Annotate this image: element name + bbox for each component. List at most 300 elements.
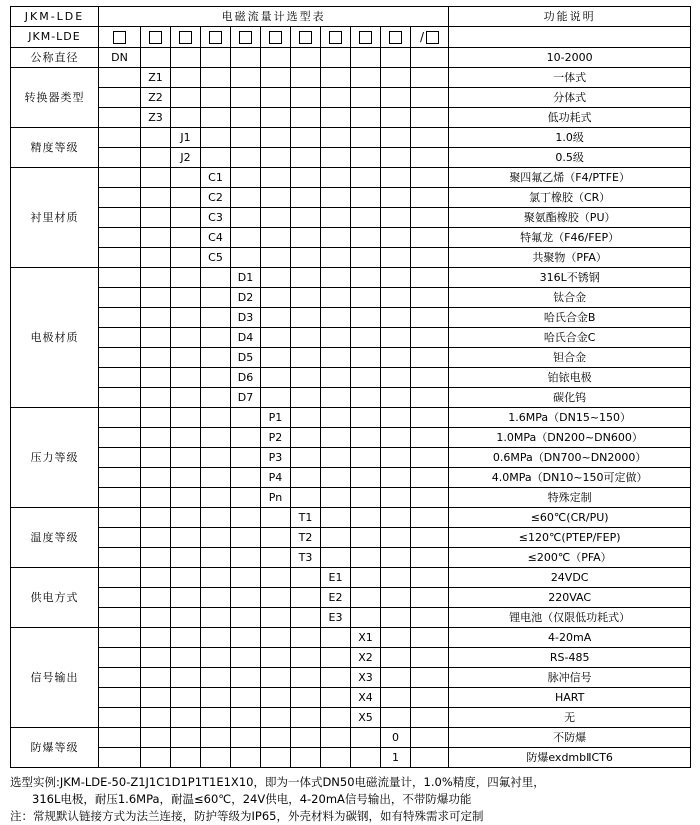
option-code[interactable]: C1 (201, 167, 231, 187)
option-code[interactable]: Pn (261, 487, 291, 507)
table-row (11, 467, 691, 487)
empty-cell (99, 547, 141, 567)
empty-cell (351, 527, 381, 547)
option-code[interactable]: E2 (321, 587, 351, 607)
model-code-label: JKM-LDE (11, 27, 99, 48)
option-code[interactable]: DN (99, 47, 141, 67)
option-code[interactable]: 0 (381, 727, 411, 747)
empty-cell (231, 607, 261, 627)
empty-cell (201, 627, 231, 647)
table-row (11, 407, 691, 427)
empty-cell (411, 147, 449, 167)
empty-cell (201, 47, 231, 67)
empty-cell (171, 707, 201, 727)
model-code-box-7[interactable] (291, 27, 321, 48)
option-code[interactable]: X1 (351, 627, 381, 647)
option-code[interactable]: D7 (231, 387, 261, 407)
table-row (11, 747, 691, 767)
checkbox-square[interactable] (113, 31, 126, 44)
table-row (11, 627, 691, 647)
empty-cell (231, 47, 261, 67)
empty-cell (171, 267, 201, 287)
model-code-box-10[interactable] (381, 27, 411, 48)
empty-cell (171, 667, 201, 687)
model-code-box-2[interactable] (141, 27, 171, 48)
option-description: 220VAC (449, 587, 691, 607)
empty-cell (351, 727, 381, 747)
checkbox-square[interactable] (239, 31, 252, 44)
option-code[interactable]: P2 (261, 427, 291, 447)
category-label: 防爆等级 (11, 727, 99, 767)
option-code[interactable]: X3 (351, 667, 381, 687)
empty-cell (261, 707, 291, 727)
empty-cell (291, 427, 321, 447)
option-description: 钽合金 (449, 347, 691, 367)
table-row (11, 307, 691, 327)
empty-cell (231, 487, 261, 507)
empty-cell (141, 407, 171, 427)
empty-cell (231, 247, 261, 267)
empty-cell (381, 547, 411, 567)
empty-cell (321, 527, 351, 547)
empty-cell (381, 87, 411, 107)
empty-cell (171, 367, 201, 387)
model-code-box-1[interactable] (99, 27, 141, 48)
option-code[interactable]: P1 (261, 407, 291, 427)
empty-cell (381, 127, 411, 147)
table-row (11, 327, 691, 347)
empty-cell (381, 167, 411, 187)
empty-cell (411, 167, 449, 187)
option-code[interactable]: P4 (261, 467, 291, 487)
empty-cell (381, 347, 411, 367)
empty-cell (261, 667, 291, 687)
empty-cell (321, 67, 351, 87)
empty-cell (411, 227, 449, 247)
option-code[interactable]: D6 (231, 367, 261, 387)
option-code[interactable]: D5 (231, 347, 261, 367)
empty-cell (231, 507, 261, 527)
empty-cell (411, 67, 449, 87)
empty-cell (231, 547, 261, 567)
empty-cell (201, 447, 231, 467)
option-code[interactable]: X2 (351, 647, 381, 667)
option-code[interactable]: E3 (321, 607, 351, 627)
model-code-box-6[interactable] (261, 27, 291, 48)
empty-cell (381, 207, 411, 227)
empty-cell (411, 687, 449, 707)
empty-cell (381, 187, 411, 207)
empty-cell (381, 567, 411, 587)
empty-cell (321, 667, 351, 687)
empty-cell (261, 347, 291, 367)
option-code[interactable]: C4 (201, 227, 231, 247)
empty-cell (171, 747, 201, 767)
empty-cell (411, 427, 449, 447)
empty-cell (411, 207, 449, 227)
option-code[interactable]: D1 (231, 267, 261, 287)
empty-cell (291, 327, 321, 347)
option-description: 铂铱电极 (449, 367, 691, 387)
option-code[interactable]: D4 (231, 327, 261, 347)
table-row (11, 287, 691, 307)
empty-cell (261, 67, 291, 87)
empty-cell (171, 187, 201, 207)
empty-cell (411, 487, 449, 507)
empty-cell (201, 587, 231, 607)
empty-cell (381, 407, 411, 427)
empty-cell (351, 127, 381, 147)
empty-cell (201, 727, 231, 747)
empty-cell (141, 127, 171, 147)
empty-cell (171, 647, 201, 667)
empty-cell (351, 307, 381, 327)
empty-cell (261, 547, 291, 567)
empty-cell (381, 707, 411, 727)
empty-cell (171, 487, 201, 507)
model-code-box-3[interactable] (171, 27, 201, 48)
category-label: 转换器类型 (11, 67, 99, 127)
empty-cell (351, 547, 381, 567)
note-example-line1: 选型实例:JKM-LDE-50-Z1J1C1D1P1T1E1X10，即为一体式DN50电磁流量计，1.0%精度，四氟衬里， (10, 774, 545, 789)
empty-cell (411, 667, 449, 687)
empty-cell (261, 167, 291, 187)
empty-cell (201, 547, 231, 567)
empty-cell (201, 387, 231, 407)
empty-cell (141, 607, 171, 627)
empty-cell (201, 647, 231, 667)
empty-cell (381, 287, 411, 307)
option-code[interactable]: J2 (171, 147, 201, 167)
empty-cell (411, 467, 449, 487)
empty-cell (321, 127, 351, 147)
category-label: 信号输出 (11, 627, 99, 727)
option-code[interactable]: 1 (381, 747, 411, 767)
empty-cell (171, 687, 201, 707)
model-code-box-8[interactable] (321, 27, 351, 48)
empty-cell (201, 687, 231, 707)
option-description: 聚氨酯橡胶（PU） (449, 207, 691, 227)
option-description: 4.0MPa（DN10~150可定做） (449, 467, 691, 487)
empty-cell (351, 327, 381, 347)
empty-cell (201, 747, 231, 767)
option-description: 1.0MPa（DN200~DN600） (449, 427, 691, 447)
table-row (11, 87, 691, 107)
empty-cell (321, 507, 351, 527)
empty-cell (141, 667, 171, 687)
empty-cell (171, 107, 201, 127)
empty-cell (351, 607, 381, 627)
empty-cell (231, 467, 261, 487)
empty-cell (99, 287, 141, 307)
empty-cell (201, 327, 231, 347)
empty-cell (99, 527, 141, 547)
empty-cell (231, 647, 261, 667)
empty-cell (201, 527, 231, 547)
empty-cell (291, 487, 321, 507)
option-code[interactable]: Z1 (141, 67, 171, 87)
empty-cell (201, 107, 231, 127)
option-code[interactable]: J1 (171, 127, 201, 147)
empty-cell (261, 507, 291, 527)
option-description: 防爆exdmbⅡCT6 (449, 747, 691, 767)
empty-cell (351, 207, 381, 227)
empty-cell (321, 487, 351, 507)
checkbox-square[interactable] (389, 31, 402, 44)
empty-cell (291, 727, 321, 747)
empty-cell (381, 667, 411, 687)
model-code-box-4[interactable] (201, 27, 231, 48)
table-row (11, 547, 691, 567)
empty-cell (321, 307, 351, 327)
empty-cell (141, 167, 171, 187)
empty-cell (99, 307, 141, 327)
empty-cell (321, 387, 351, 407)
empty-cell (231, 127, 261, 147)
option-code[interactable]: T1 (291, 507, 321, 527)
empty-cell (141, 747, 171, 767)
option-code[interactable]: X4 (351, 687, 381, 707)
table-row (11, 67, 691, 87)
empty-cell (201, 307, 231, 327)
empty-cell (171, 607, 201, 627)
model-code-box-5[interactable] (231, 27, 261, 48)
empty-cell (261, 327, 291, 347)
option-description: 特殊定制 (449, 487, 691, 507)
empty-cell (141, 707, 171, 727)
empty-cell (411, 87, 449, 107)
empty-cell (351, 447, 381, 467)
empty-cell (321, 187, 351, 207)
empty-cell (261, 587, 291, 607)
empty-cell (261, 727, 291, 747)
option-code[interactable]: D3 (231, 307, 261, 327)
empty-cell (291, 687, 321, 707)
option-code[interactable]: D2 (231, 287, 261, 307)
empty-cell (321, 727, 351, 747)
empty-cell (99, 107, 141, 127)
empty-cell (99, 367, 141, 387)
empty-cell (171, 427, 201, 447)
table-title: 电磁流量计选型表 (99, 7, 449, 27)
empty-cell (141, 687, 171, 707)
empty-cell (201, 487, 231, 507)
checkbox-square[interactable] (209, 31, 222, 44)
empty-cell (351, 347, 381, 367)
empty-cell (141, 247, 171, 267)
empty-cell (381, 247, 411, 267)
empty-cell (321, 627, 351, 647)
empty-cell (231, 427, 261, 447)
empty-cell (231, 667, 261, 687)
empty-cell (411, 747, 449, 767)
slash-separator: / (420, 29, 425, 44)
empty-cell (261, 227, 291, 247)
empty-cell (231, 167, 261, 187)
empty-cell (141, 507, 171, 527)
empty-cell (141, 427, 171, 447)
category-label: 供电方式 (11, 567, 99, 627)
empty-cell (261, 287, 291, 307)
empty-cell (351, 87, 381, 107)
empty-cell (321, 707, 351, 727)
empty-cell (411, 527, 449, 547)
empty-cell (321, 227, 351, 247)
model-code-box-9[interactable] (351, 27, 381, 48)
table-row (11, 427, 691, 447)
empty-cell (381, 467, 411, 487)
empty-cell (201, 347, 231, 367)
checkbox-square[interactable] (179, 31, 192, 44)
empty-cell (291, 627, 321, 647)
empty-cell (99, 747, 141, 767)
empty-cell (321, 747, 351, 767)
option-description: 低功耗式 (449, 107, 691, 127)
empty-cell (171, 467, 201, 487)
option-code[interactable]: C2 (201, 187, 231, 207)
empty-cell (381, 267, 411, 287)
empty-cell (171, 527, 201, 547)
empty-cell (351, 487, 381, 507)
option-code[interactable]: Z3 (141, 107, 171, 127)
table-row (11, 267, 691, 287)
empty-cell (381, 427, 411, 447)
empty-cell (231, 67, 261, 87)
empty-cell (99, 247, 141, 267)
checkbox-square[interactable] (149, 31, 162, 44)
checkbox-square[interactable] (329, 31, 342, 44)
empty-cell (171, 727, 201, 747)
empty-cell (321, 147, 351, 167)
checkbox-square[interactable] (359, 31, 372, 44)
empty-cell (99, 687, 141, 707)
empty-cell (321, 247, 351, 267)
empty-cell (381, 107, 411, 127)
empty-cell (261, 207, 291, 227)
category-label: 电极材质 (11, 267, 99, 407)
table-row (11, 587, 691, 607)
empty-cell (99, 207, 141, 227)
empty-cell (171, 327, 201, 347)
empty-cell (231, 207, 261, 227)
empty-cell (381, 487, 411, 507)
empty-cell (99, 327, 141, 347)
empty-cell (171, 407, 201, 427)
empty-cell (141, 567, 171, 587)
empty-cell (231, 87, 261, 107)
empty-cell (321, 207, 351, 227)
empty-cell (99, 167, 141, 187)
empty-cell (201, 127, 231, 147)
empty-cell (411, 107, 449, 127)
empty-cell (261, 567, 291, 587)
option-code[interactable]: T2 (291, 527, 321, 547)
empty-cell (141, 227, 171, 247)
table-row (11, 487, 691, 507)
option-code[interactable]: X5 (351, 707, 381, 727)
empty-cell (171, 227, 201, 247)
empty-cell (261, 747, 291, 767)
option-description: 无 (449, 707, 691, 727)
checkbox-square[interactable] (299, 31, 312, 44)
option-description: 锂电池（仅限低功耗式） (449, 607, 691, 627)
empty-cell (261, 107, 291, 127)
empty-cell (141, 547, 171, 567)
empty-cell (261, 387, 291, 407)
option-code[interactable]: Z2 (141, 87, 171, 107)
empty-cell (411, 347, 449, 367)
table-row (11, 447, 691, 467)
empty-cell (231, 187, 261, 207)
empty-cell (201, 367, 231, 387)
table-row (11, 207, 691, 227)
empty-cell (321, 427, 351, 447)
empty-cell (321, 107, 351, 127)
option-code[interactable]: C5 (201, 247, 231, 267)
table-row (11, 607, 691, 627)
checkbox-square[interactable] (426, 31, 439, 44)
empty-cell (351, 427, 381, 447)
empty-cell (231, 627, 261, 647)
empty-cell (381, 527, 411, 547)
empty-cell (261, 47, 291, 67)
option-description: ≤60℃(CR/PU) (449, 507, 691, 527)
empty-cell (351, 107, 381, 127)
empty-cell (411, 287, 449, 307)
option-description: 10-2000 (449, 47, 691, 67)
empty-cell (321, 347, 351, 367)
option-code[interactable]: E1 (321, 567, 351, 587)
empty-cell (231, 447, 261, 467)
empty-cell (261, 367, 291, 387)
empty-cell (99, 447, 141, 467)
empty-cell (141, 647, 171, 667)
empty-cell (231, 567, 261, 587)
checkbox-square[interactable] (269, 31, 282, 44)
option-code[interactable]: T3 (291, 547, 321, 567)
empty-cell (351, 367, 381, 387)
empty-cell (321, 327, 351, 347)
empty-cell (291, 247, 321, 267)
model-code-box-11[interactable] (411, 27, 449, 48)
option-description: 钛合金 (449, 287, 691, 307)
option-description: 不防爆 (449, 727, 691, 747)
empty-cell (141, 287, 171, 307)
table-row (11, 687, 691, 707)
empty-cell (99, 227, 141, 247)
option-code[interactable]: C3 (201, 207, 231, 227)
empty-cell (201, 667, 231, 687)
empty-cell (381, 67, 411, 87)
empty-cell (381, 687, 411, 707)
empty-cell (291, 287, 321, 307)
empty-cell (381, 387, 411, 407)
empty-cell (351, 227, 381, 247)
notes-block (10, 774, 690, 825)
empty-cell (99, 627, 141, 647)
note-example-line2: 316L电极，耐压1.6MPa，耐温≤60℃，24V供电，4-20mA信号输出，不带防爆功能 (32, 791, 472, 806)
empty-cell (99, 347, 141, 367)
category-label: 衬里材质 (11, 167, 99, 267)
option-code[interactable]: P3 (261, 447, 291, 467)
empty-cell (291, 187, 321, 207)
empty-cell (141, 467, 171, 487)
function-description-blank (449, 27, 691, 48)
empty-cell (99, 427, 141, 447)
empty-cell (141, 327, 171, 347)
empty-cell (171, 387, 201, 407)
empty-cell (141, 387, 171, 407)
